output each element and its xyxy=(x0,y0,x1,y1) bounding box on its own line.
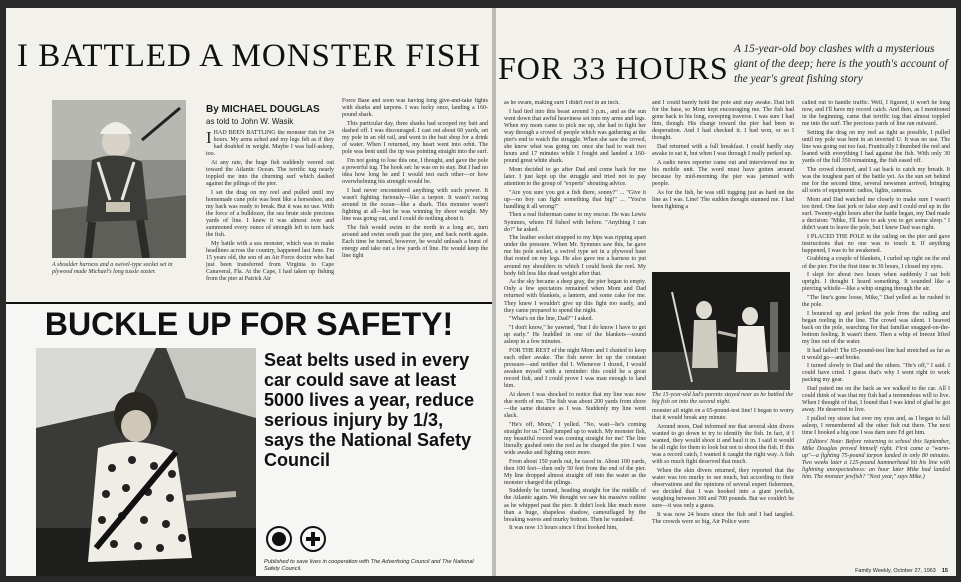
article-column-2 xyxy=(342,98,488,300)
article-paragraph: Grabbing a couple of blankets, I curled up right on the end of the pier. For the first time in 30 hours, I closed my eyes. xyxy=(802,256,950,270)
byline-as-told: as told to John W. Wasik xyxy=(206,117,294,126)
byline xyxy=(206,104,320,128)
article-paragraph: FOR THE REST of the night Mom and I chatted to keep each other awake. The fish never let up the constant pressure—and neither did I. Whenever I dozed, I would awaken myself with a reminder: this could be a great record fish, and I could prove I was man enough to land him. xyxy=(504,347,646,390)
article-paragraph: I set the drag on my reel and pulled until my homemade cane pole was bent like a horseshoe, and my back was ready to break. But it was no use. With the force of a bulldozer, the sea brute stole precious yards of line. I knew it was almost over and summoned every ounce of strength left to turn back the fish. xyxy=(206,189,334,239)
headline-left: I BATTLED A MONSTER FISH xyxy=(16,38,482,74)
article-column-5 xyxy=(802,100,950,566)
article-paragraph: monster all night on a 65-pound-test line! I began to worry that it would break any minute. xyxy=(652,408,794,422)
article-paragraph: This particular day, three sharks had scooped my bait and dashed off. I was discouraged. I cast out about 60 yards, set my pole in an old rail, and went to the bait shop for a drink of water. When I returned, my heart went into orbit. The pole was bent until the tip was pointing straight into the surf. xyxy=(342,120,488,156)
advertising-council-seal-icon xyxy=(268,528,290,550)
article-paragraph: It was now 24 hours since the fish and I had tangled. The crowds were so big, Air Police were xyxy=(652,511,794,525)
right-page xyxy=(496,8,956,576)
article-paragraph-text: HAD BEEN BATTLING the monster fish for 24 hours. My arms ached and my legs felt as if they had doubled in weight. Maybe I was half-asleep, too. xyxy=(206,130,334,158)
article-paragraph: Then a real fisherman came to my rescue. He was Lewis Symmes, whom I'd fished with before. "Anything I can do?" he asked. xyxy=(504,212,646,233)
article-paragraph: Mom decided to go after Dad and come back for me later. I just kept up the struggle and tried not to pay attention to the group of "experts" shouting advice. xyxy=(504,166,646,188)
green-cross-icon xyxy=(302,528,324,550)
article-paragraph: "What's on the line, Dad?" I asked. xyxy=(509,316,593,323)
article-paragraph: It had failed! The 65-pound-test line had stretched as far as it would go—and broke. xyxy=(802,347,950,361)
article-paragraph: called out to handle traffic. Well, I figured, it won't be long now, and I'll have my record catch. And then, as I mentioned in the beginning, came that terrific tug that almost toppled me into the surf. The precious yards of line ran outward. xyxy=(802,100,950,128)
article-paragraph: As for the fish, he was still tugging just as hard on the line as I was. Line! The sudden thought stunned me. I had been fighting a xyxy=(652,189,794,210)
article-paragraph: As the sky became a deep gray, the pier began to empty. Only a few spectators remained when Mom and Dad returned with blankets, a lantern, and some cake for me. They knew I wouldn't give up this fight too easily, and they came prepared to spend the night. xyxy=(504,279,646,314)
photo-boy-with-harness xyxy=(52,100,186,258)
ad-photo-girl-in-car xyxy=(36,348,256,576)
drop-cap: I xyxy=(206,130,212,147)
article-paragraph: Setting the drag on my reel as tight as possible, I pulled until my pole was bent in an inverted U. It was no use. The line was going out too fast. Frantically I thumbed the reel and leaned with everything I had against the fish. With only 30 yards of the full 350 remaining, the fish eased off. xyxy=(802,129,950,165)
article-paragraph: Around noon, Dad informed me that several skin divers wanted to go down to try to identify the fish. In fact, if I wanted, they would shoot it and haul it in. I said it would be all right for them to look but not to shoot the fish. If this was a record catch, I wanted it caught the right way. A fish with so much fight deserved that much. xyxy=(652,423,794,466)
article-paragraph: From about 150 yards out, he raced in. About 100 yards, then 100 feet—then only 50 feet from the end of the pier. My line dropped almost straight off into the water as the monster charged the pilings. xyxy=(504,458,646,486)
article-column-4b xyxy=(652,408,794,566)
article-paragraph: The crowd cheered, and I sat back to catch my breath. It was the toughest part of the battle yet. As the sun set behind me for the second time, several newsmen arrived, bringing all sorts of equipment: radios, lights, cameras. xyxy=(802,166,950,195)
article-paragraph: At any rate, the huge fish suddenly veered out toward the Atlantic Ocean. The terrific tug nearly toppled me into the churning surf which dashed against the pilings of the pier. xyxy=(206,159,334,188)
article-paragraph: When the skin divers returned, they reported that the water was too murky to see much, but according to their observations and the opinions of several expert fishermen, we decided that I was hooked into a giant jewfish, weighing between 300 and 700 pounds. But we couldn't be sure—it was only a guess. xyxy=(652,467,794,510)
article-paragraph: as he swam, making sure I didn't reel in an inch. xyxy=(504,100,620,106)
article-paragraph: and I could barely hold the pole and stay awake. Dad left for the base, so Mom kept encouraging me. The fish had gone back to his long, sweeping traverse. I was sure I had him, though. His charge toward the pier had been in desperation. And I had checked it. I had won, or so I thought. xyxy=(652,100,794,142)
article-paragraph: Suddenly he turned, heading straight for the middle of the Atlantic again. We thought we saw his massive outline as he whipped past the pier. It didn't look like much more than a huge, shapeless shadow, camouflaged by the breaking waves and murky bottom. Then he vanished. xyxy=(504,488,646,523)
byline-author: By MICHAEL DOUGLAS xyxy=(206,104,320,115)
article-paragraph: Mom and Dad watched me closely to make sure I wasn't too tired. One fast jerk or false step and I could end up in the surf. Twenty-eight hours after the battle began, my Dad made a decision: "Mike, I'll have to ask you to get some sleep." I didn't want to leave the pole, but I knew Dad was right. xyxy=(802,196,950,232)
article-paragraph: A radio news reporter came out and interviewed me in his mobile unit. The word must have gotten around because by mid-morning the pier was jammed with people. xyxy=(652,159,794,188)
photo-parents-caption: The 15-year-old lad's parents stayed near as he battled the big fish on into the second night. xyxy=(652,392,794,405)
seat-belt-ad xyxy=(6,302,492,576)
article-paragraph: Dad returned with a full breakfast. I could hardly stay awake to eat it, but when I was through I really perked up. xyxy=(652,144,794,158)
page-number: 15 xyxy=(941,568,948,574)
left-page xyxy=(6,8,492,576)
article-paragraph: The leather socket strapped to my hips was ripping apart under the pressure. When Mr. Symmes saw this, he gave me his pole socket, a swivel type set in a plywood base that rested on my legs. He also gave me a harness to put around my shoulders to which I could hook the reel. My body felt less like dead weight after that. xyxy=(504,235,646,277)
deck-subtitle: A 15-year-old boy clashes with a mysterious giant of the deep; here is the youth's account of the year's great fishing story xyxy=(734,43,948,85)
ad-headline: BUCKLE UP FOR SAFETY! xyxy=(44,306,454,342)
article-paragraph: "He's off, Mom," I yelled. "No, wait—he's coming straight for us." Dad jumped up to watch. My monster fish, my beautiful record was coming straight for me! The line literally gushed onto the reel as he charged the pier. I was wide awake and fighting once more. xyxy=(504,421,646,456)
photo-boy-with-harness-image xyxy=(52,100,186,258)
article-paragraph: I'm not going to lose this one, I thought, and gave the pole a powerful tug. The hook set: he was on to stay. But I had no idea how long he and I would test each other—or how overwhelming his strength would be. xyxy=(342,157,488,186)
article-paragraph: My battle with a sea monster, which was to make headlines across the country, happened last June. I'm 15 years old, the son of an Air Force doctor who had just been transferred from Virginia to Cape Canaveral, Fla. At the Cape, I had taken up fishing from the pier at Patrick Air xyxy=(206,240,334,283)
ad-body-text: Seat belts used in every car could save at least 5000 lives a year, reduce serious injury by 1/3, says the National Safety Council xyxy=(264,350,475,470)
article-paragraph: I bounced up and jerked the pole from the railing and began reeling in the line. The crowd was silent. I heaved back on the pole, searching for that familiar snagged-on-the-bottom feeling. It wasn't there. Then a whip of breeze lifted my line out of the water. xyxy=(802,310,950,345)
article-paragraph: I had tied into this beast around 3 p.m., and as the sun went down that awful heaviness set into my arms and legs. When my mom came to pick me up, she had to fight her way through a crowd of people which was gathering at the pier's end to watch the struggle. When she saw the crowd, she knew what was going on: once she had to wait two hours and 17 minutes while I fought and landed a 160-pound great white shark. xyxy=(504,108,646,165)
article-paragraph: Dad patted me on the back as we walked to the car. All I could think of was that my fish had a tremendous will to live. When I thought of that, I found that I was kind of glad he got away. He deserved to live. xyxy=(802,386,950,414)
article-column-1 xyxy=(206,130,334,300)
article-paragraph: It was now 13 hours since I first hooked him, xyxy=(509,525,618,532)
article-paragraph: I slept for about two hours when suddenly I sat bolt upright. I thought I heard something. It sounded like a piercing whistle—like a whip singing through the air. xyxy=(802,272,950,293)
green-cross-seal xyxy=(300,526,326,552)
article-column-3 xyxy=(504,100,646,566)
article-paragraph: "I don't know," he yawned, "but I do know I have to get up early." He huddled in one of the blankets—sound asleep in a few minutes. xyxy=(504,324,646,345)
photo-boy-caption: A shoulder harness and a swivel-type socket set in plywood made Michael's long tussle easier. xyxy=(52,262,173,275)
headline-right: FOR 33 HOURS xyxy=(498,50,729,86)
article-paragraph: At dawn I was shocked to notice that my line was now due north of me. The fish was about 200 yards from shore—the same distance as I was. Suddenly my line went slack. xyxy=(504,391,646,419)
photo-parents-on-pier xyxy=(652,272,790,390)
photo-parents-on-pier-image xyxy=(652,272,790,390)
article-paragraph: "Are you sure you got a fish there, sonny?" ... "Give it up—no boy can fight something that big!" ... "You're handling it all wrong!" xyxy=(504,189,646,210)
article-paragraph: I pulled my straw hat over my eyes and, as I began to fall asleep, I remembered all the other fish out there. The next time I hooked a big one I was darn sure I'd get him. xyxy=(802,415,950,437)
article-paragraph: Force Base and soon was having long give-and-take fights with sharks and tarpons. I was lucky once, landing a 160-pound shark. xyxy=(342,98,488,119)
article-paragraph xyxy=(206,130,334,158)
article-paragraph: I had never encountered anything with such power. It wasn't fighting furiously—like a tarpon. It wasn't racing around in the ocean—like a shark. This monster wasn't fighting at all—but he was winning by sheer weight. My line was going out, and I could do nothing about it. xyxy=(342,187,488,222)
footer-publication: Family Weekly, October 27, 1963 xyxy=(855,568,936,574)
article-column-4 xyxy=(652,100,794,238)
article-paragraph: (Editors' Note: Before returning to school this September, Mike Douglas proved himself right. First came a "warm-up"—a fighting 75-pound tarpon landed in only 80 minutes. Two weeks later a 125-pound hammerhead hit his line with lightning unexpectedness: an hour later Mike had landed him. The monster jewfish? "Next year," says Mike.) xyxy=(802,438,950,481)
page-footer xyxy=(496,568,956,574)
article-paragraph: The fish would swim to the north in a long arc, turn around and swim south past the pier, and back north again. Each time he turned, however, he would unleash a burst of energy and take out a few yards of line. He would keep the line tight xyxy=(342,224,488,259)
article-paragraph: I PLACED THE POLE in the railing on the pier and gave instructions that no one was to touch it. If anything happened, I was to be awakened. xyxy=(802,233,950,254)
ad-subtext: Published to save lives in cooperation with The Advertising Council and The National Safety Council. xyxy=(264,559,474,572)
article-paragraph: "The line's gone loose, Mike," Dad yelled as he rushed to the pole. xyxy=(802,294,950,309)
ad-photo-girl-in-car-image xyxy=(36,348,256,576)
advertising-council-seal xyxy=(266,526,292,552)
article-paragraph: I turned slowly to Dad and the others. "He's off," I said. I could have cried. I guess that's why I went right to work packing my gear. xyxy=(802,363,950,384)
